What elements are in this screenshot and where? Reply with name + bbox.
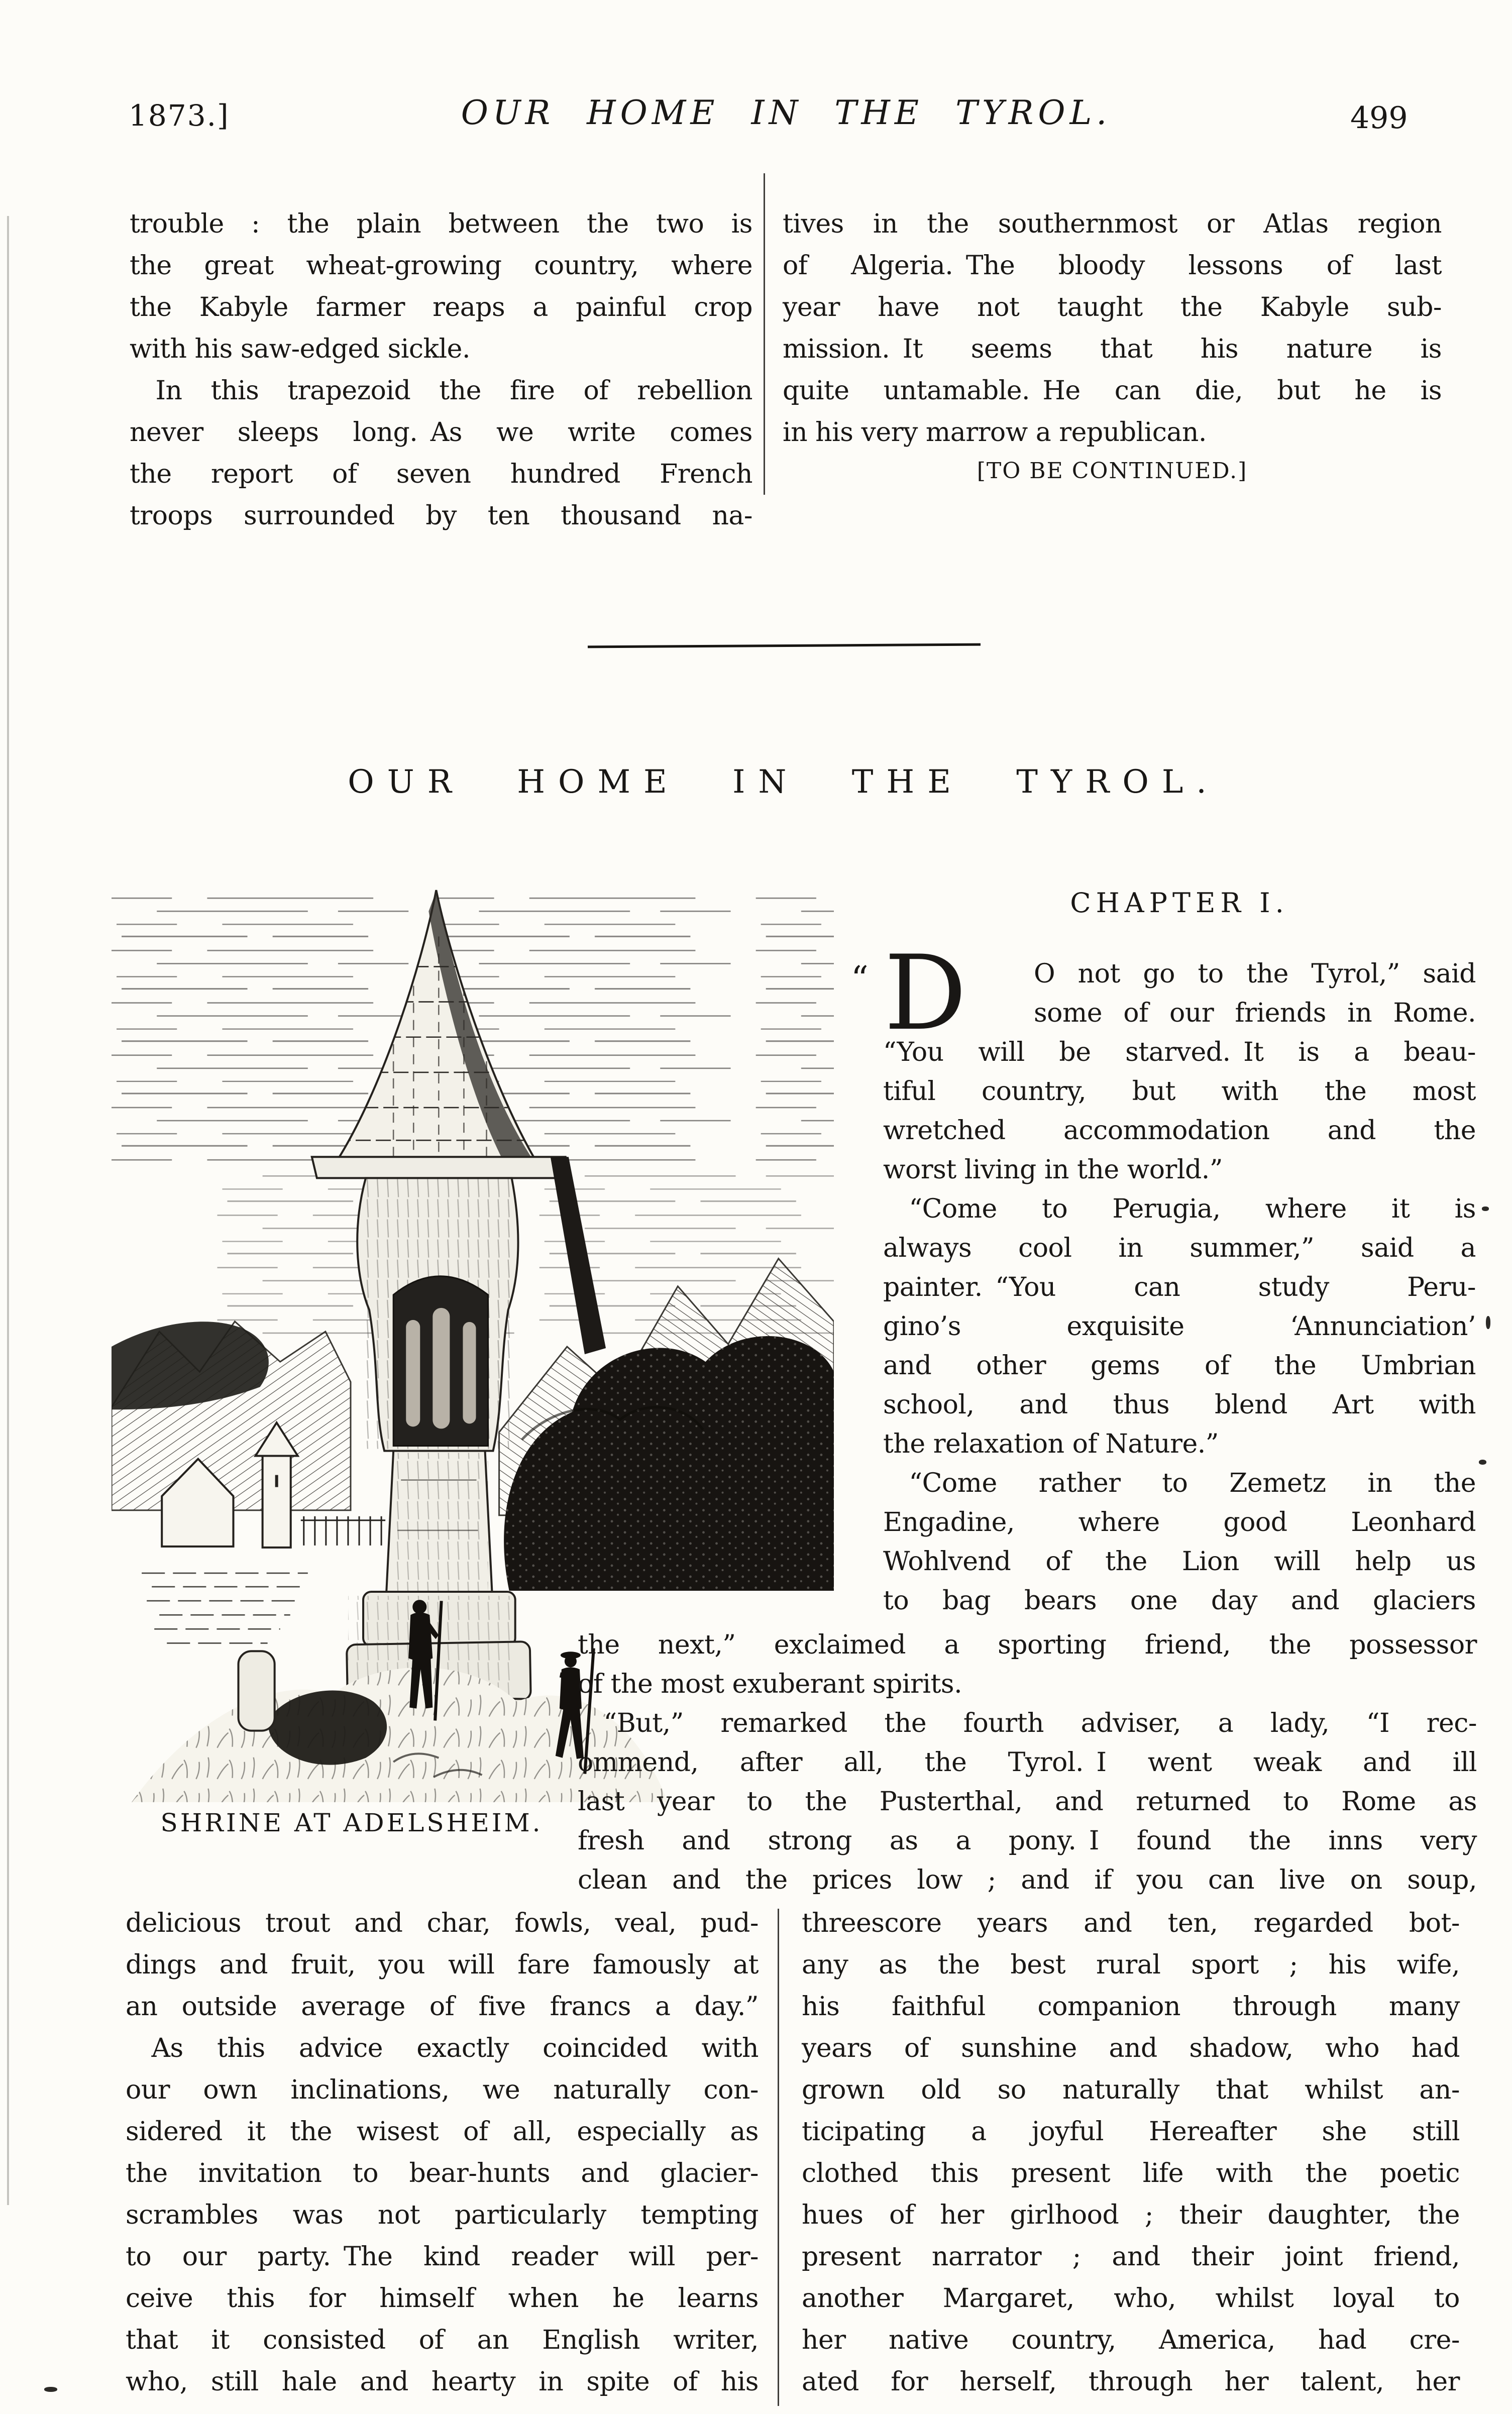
column-divider: [778, 1909, 779, 2406]
text-line: wretched accommodation and the: [883, 1116, 1476, 1146]
running-title: OUR HOME IN THE TYROL.: [461, 93, 1112, 132]
text-line: the relaxation of Nature.”: [883, 1429, 1219, 1459]
scan-scratch-line: [7, 216, 9, 2205]
text-line: tives in the southernmost or Atlas region: [783, 209, 1442, 239]
article-title: OUR HOME IN THE TYROL.: [348, 763, 1220, 801]
text-line: “You will be starved. It is a beau-: [883, 1037, 1476, 1067]
text-line: the great wheat-growing country, where: [130, 251, 752, 281]
text-line: clothed this present life with the poetic: [802, 2158, 1460, 2188]
text-line: delicious trout and char, fowls, veal, pud-: [126, 1908, 759, 1938]
text-line: school, and thus blend Art with: [883, 1390, 1476, 1420]
text-line: her native country, America, had cre-: [802, 2325, 1460, 2355]
chapter-heading: CHAPTER I.: [1070, 887, 1289, 919]
scan-speck: [1486, 1316, 1490, 1329]
section-divider-rule: [588, 643, 981, 648]
wrap-text-block: [578, 1625, 1477, 1900]
text-line: As this advice exactly coincided with: [126, 2033, 759, 2063]
illustration-caption: SHRINE AT ADELSHEIM.: [160, 1808, 543, 1837]
text-line: worst living in the world.”: [883, 1155, 1223, 1185]
text-line: the Kabyle farmer reaps a painful crop: [130, 292, 752, 322]
bottom-left-column: [126, 1903, 759, 2403]
text-line: In this trapezoid the fire of rebellion: [130, 376, 752, 406]
text-line: mission. It seems that his nature is: [783, 334, 1442, 364]
bottom-right-column: [802, 1903, 1460, 2403]
text-line: years of sunshine and shadow, who had: [802, 2033, 1460, 2063]
text-line: in his very marrow a republican.: [783, 417, 1207, 448]
chapter-opening-column: [851, 934, 1476, 1620]
text-line: of the most exuberant spirits.: [578, 1669, 962, 1699]
text-line: that it consisted of an English writer,: [126, 2325, 759, 2355]
ending-article-left-column: [130, 203, 752, 537]
scan-speck: [1479, 1460, 1486, 1465]
text-line: hues of her girlhood ; their daughter, the: [802, 2200, 1460, 2230]
text-line: ated for herself, through her talent, her: [802, 2367, 1460, 2397]
column-divider: [764, 173, 765, 495]
scan-speck: [44, 2387, 57, 2392]
ending-article-right-column: [783, 203, 1442, 454]
text-line: “Come to Perugia, where it is: [883, 1194, 1476, 1224]
text-line: an outside average of five francs a day.”: [126, 1992, 759, 2022]
text-line: ommend, after all, the Tyrol. I went weak and ill: [578, 1747, 1477, 1778]
text-line: ceive this for himself when he learns: [126, 2283, 759, 2314]
text-line: Wohlvend of the Lion will help us: [883, 1547, 1476, 1577]
lake: [142, 1573, 308, 1643]
text-line: our own inclinations, we naturally con-: [126, 2075, 759, 2105]
drop-cap-open-quote: “: [851, 959, 869, 999]
running-date: 1873.]: [129, 98, 230, 133]
text-line: his faithful companion through many: [802, 1992, 1460, 2022]
standing-stone: [239, 1651, 275, 1730]
text-line: troops surrounded by ten thousand na-: [130, 501, 752, 531]
text-line: never sleeps long. As we write comes: [130, 417, 752, 448]
text-line: some of our friends in Rome.: [1034, 998, 1476, 1028]
text-line: last year to the Pusterthal, and returned to Rome as: [578, 1787, 1477, 1817]
to-be-continued-notice: [TO BE CONTINUED.]: [977, 458, 1248, 484]
page-number: 499: [1350, 100, 1408, 136]
text-line: to our party. The kind reader will per-: [126, 2242, 759, 2272]
text-line: year have not taught the Kabyle sub-: [783, 292, 1442, 322]
text-line: the next,” exclaimed a sporting friend, the possessor: [578, 1630, 1477, 1660]
text-line: fresh and strong as a pony. I found the inns very: [578, 1826, 1477, 1856]
text-line: any as the best rural sport ; his wife,: [802, 1950, 1460, 1980]
text-line: sidered it the wisest of all, especially as: [126, 2117, 759, 2147]
text-line: grown old so naturally that whilst an-: [802, 2075, 1460, 2105]
text-line: present narrator ; and their joint friend,: [802, 2242, 1460, 2272]
text-line: and other gems of the Umbrian: [883, 1351, 1476, 1381]
text-line: gino’s exquisite ‘Annunciation’: [883, 1311, 1476, 1342]
text-line: scrambles was not particularly tempting: [126, 2200, 759, 2230]
text-line: threescore years and ten, regarded bot-: [802, 1908, 1460, 1938]
text-line: tiful country, but with the most: [883, 1076, 1476, 1107]
text-line: another Margaret, who, whilst loyal to: [802, 2283, 1460, 2314]
text-line: quite untamable. He can die, but he is: [783, 376, 1442, 406]
scan-speck: [1482, 1206, 1489, 1211]
text-line: trouble : the plain between the two is: [130, 209, 752, 239]
text-line: “But,” remarked the fourth adviser, a lady, “I rec-: [578, 1708, 1477, 1738]
text-line: who, still hale and hearty in spite of his: [126, 2367, 759, 2397]
text-line: Engadine, where good Leonhard: [883, 1507, 1476, 1538]
text-line: painter. “You can study Peru-: [883, 1272, 1476, 1302]
text-line: to bag bears one day and glaciers: [883, 1586, 1476, 1616]
text-line: the invitation to bear-hunts and glacier-: [126, 2158, 759, 2188]
text-line: “Come rather to Zemetz in the: [883, 1468, 1476, 1498]
text-line: the report of seven hundred French: [130, 459, 752, 489]
text-line: clean and the prices low ; and if you can live on soup,: [578, 1865, 1477, 1895]
text-line: ticipating a joyful Hereafter she still: [802, 2117, 1460, 2147]
text-line: with his saw-edged sickle.: [130, 334, 470, 364]
niche-figures: [406, 1308, 476, 1429]
text-line: always cool in summer,” said a: [883, 1233, 1476, 1263]
text-line: of Algeria. The bloody lessons of last: [783, 251, 1442, 281]
text-line: dings and fruit, you will fare famously at: [126, 1950, 759, 1980]
drop-cap-letter: D: [884, 934, 967, 1053]
text-line: O not go to the Tyrol,” said: [1034, 959, 1476, 989]
